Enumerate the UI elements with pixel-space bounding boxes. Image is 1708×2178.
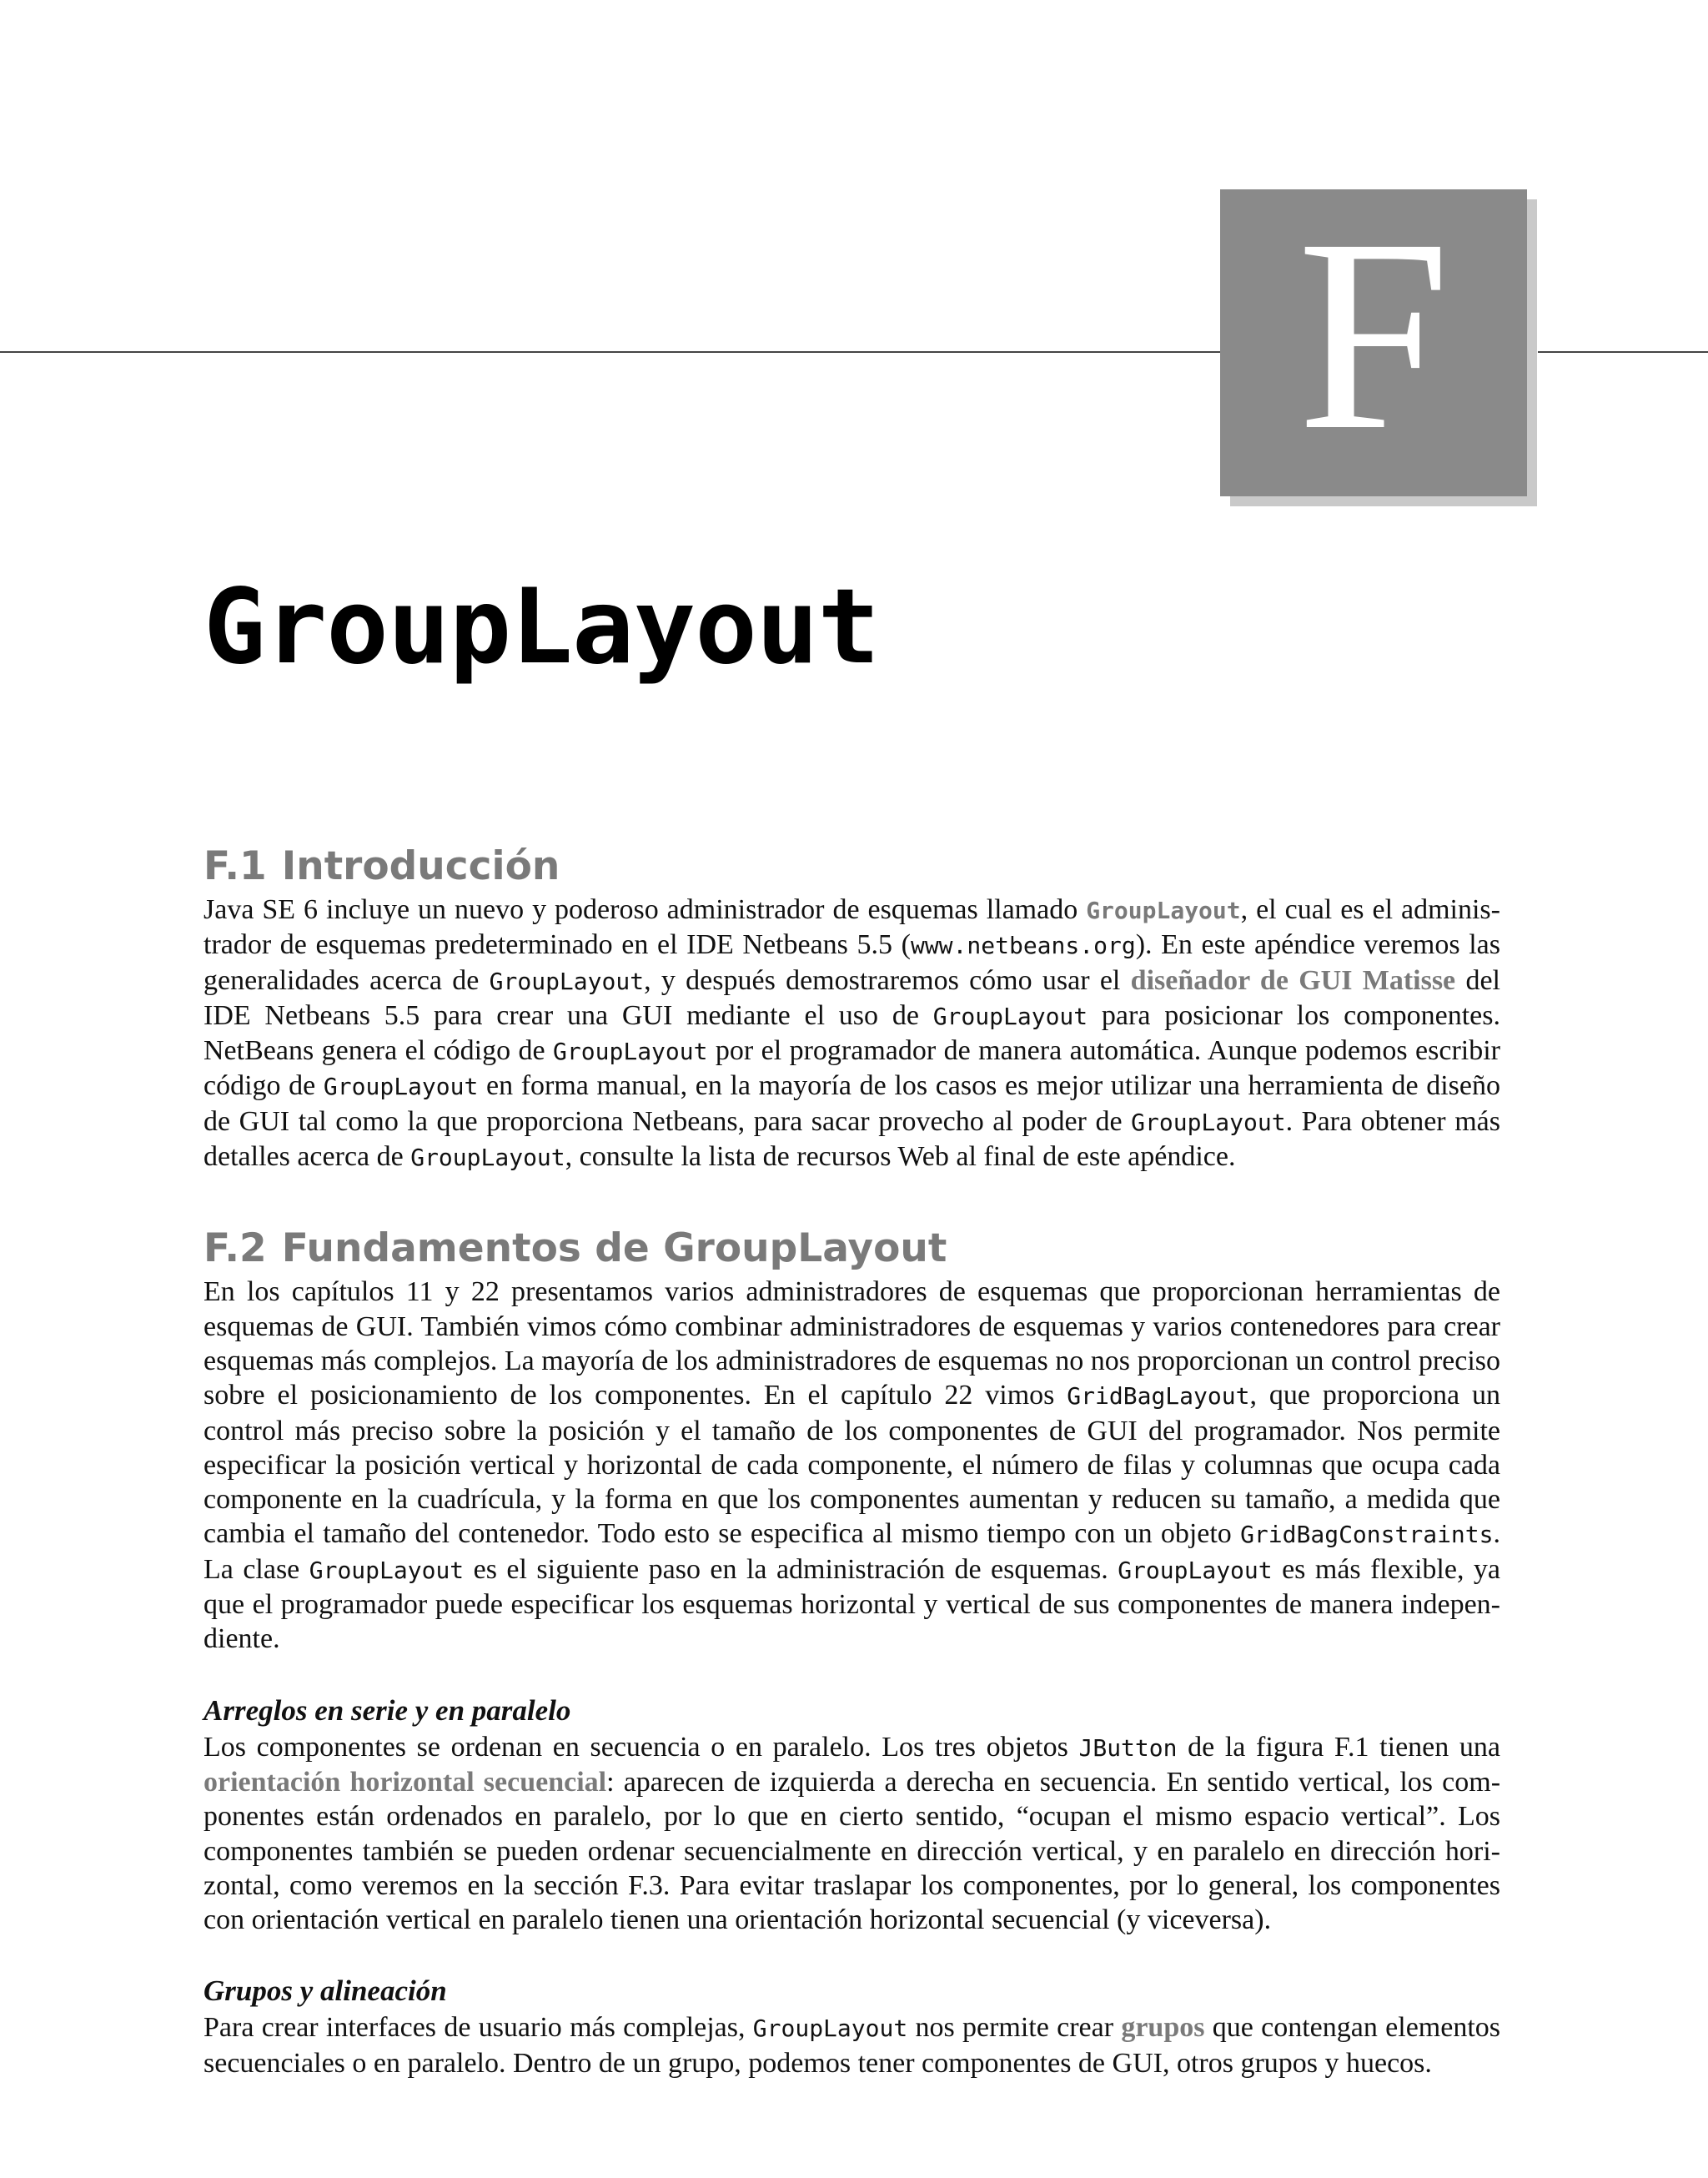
- key-term: grupos: [1121, 2012, 1205, 2044]
- subsection-heading: Grupos y alineación: [203, 1974, 447, 2008]
- text-run: de la figura F.1 tienen una: [1177, 1731, 1500, 1763]
- code-term: GroupLayout: [553, 1038, 708, 1066]
- code-term: GroupLayout: [932, 1002, 1088, 1030]
- text-run: del IDE Netbeans 5.5 para crear una GUI mediante el uso de: [203, 964, 1500, 1031]
- section-number: F.1: [203, 843, 267, 889]
- header-rule-left: [0, 351, 1220, 353]
- text-run: es el siguiente paso en la administración de esquemas.: [464, 1553, 1118, 1585]
- section-introduccion: [203, 841, 1500, 1175]
- key-term: diseñador de GUI Matisse: [1130, 964, 1456, 996]
- text-run: Para crear interfaces de usuario más complejas,: [203, 2012, 753, 2044]
- code-url: www.netbeans.org: [910, 932, 1136, 960]
- text-run: : aparecen de izquierda a derecha en secuencia. En sentido vertical, los componentes están ordenados en paralelo, por lo que en cierto sentido, “ocupan el mismo espacio vertical”. Los componentes también se pueden ordenar secuencialmente en dirección vertical, y en paralelo en dirección horizontal, como veremos en la sección F.3. Para evitar traslapar los componentes, por lo general, los componentes con orientación vertical en paralelo tienen una orientación horizontal secuencial (y viceversa).: [203, 1766, 1501, 1936]
- section-fundamentos: [203, 1223, 1500, 2080]
- code-term: GroupLayout: [752, 2015, 908, 2043]
- section-paragraph: [203, 893, 1500, 1175]
- subsection-grupos: [203, 1972, 1500, 2080]
- text-run: , el cual es el administrador de esquemas predeterminado en el IDE Netbeans 5.5 (: [203, 894, 1500, 961]
- text-run: para posicionar los componentes. NetBeans genera el código de: [203, 999, 1500, 1067]
- code-term: GroupLayout: [309, 1556, 465, 1584]
- subsection-paragraph: [203, 2010, 1500, 2080]
- text-run: , que proporciona un control más preciso sobre la posición y el tamaño de los componentes de GUI del programador. Nos permite especificar la posición vertical y horizontal de cada componente, el número de filas y columnas que ocupa cada componente en la cuadrícula, y la forma en que los componentes aumentan y reducen su tamaño, a medida que cambia el tamaño del contenedor. Todo esto se especifica al mismo tiempo con un objeto: [203, 1380, 1500, 1550]
- section-paragraph: [203, 1275, 1500, 1656]
- subsection-paragraph: [203, 1730, 1500, 1938]
- key-term: orientación horizontal secuencial: [203, 1766, 607, 1798]
- code-term: JButton: [1078, 1733, 1178, 1762]
- code-term: GroupLayout: [323, 1073, 479, 1101]
- code-term: GroupLayout: [1118, 1556, 1273, 1584]
- text-run: . La clase: [203, 1518, 1500, 1585]
- section-number: F.2: [203, 1225, 267, 1272]
- page-title: GroupLayout: [203, 567, 880, 687]
- text-run: nos permite crear: [907, 2012, 1122, 2044]
- chapter-badge: [1220, 183, 1527, 496]
- code-term: GroupLayout: [410, 1144, 565, 1172]
- section-heading: [203, 841, 1500, 893]
- section-heading: [203, 1223, 1500, 1275]
- text-run: , y después demostraremos cómo usar el: [644, 964, 1131, 996]
- code-term: GroupLayout: [489, 967, 645, 995]
- code-term: GridBagConstraints: [1240, 1521, 1494, 1549]
- main-content: [203, 841, 1500, 2080]
- text-run: por el programador de manera automática. Aunque podemos escribir código de: [203, 1035, 1500, 1102]
- text-run: Los componentes se ordenan en secuencia o en paralelo. Los tres objetos: [203, 1731, 1079, 1763]
- text-run: En los capítulos 11 y 22 presentamos varios administradores de esquemas que proporcionan herramientas de esquemas de GUI. También vimos cómo combinar administradores de esquemas y varios contenedores para crear esquemas más complejos. La mayoría de los administradores de esquemas no nos proporcionan un control preciso sobre el posicionamiento de los componentes. En el capítulo 22 vimos: [203, 1276, 1500, 1411]
- subsection-heading: Arreglos en serie y en paralelo: [203, 1693, 571, 1727]
- text-run: es más flexible, ya que el programador puede especificar los esquemas horizontal y vertical de sus componentes de manera independiente.: [203, 1553, 1500, 1655]
- text-run: que contengan elementos secuenciales o en paralelo. Dentro de un grupo, podemos tener componentes de GUI, otros grupos y huecos.: [203, 2012, 1500, 2079]
- section-title: Introducción: [281, 843, 560, 889]
- code-term: GridBagLayout: [1067, 1382, 1250, 1411]
- text-run: . Para obtener más detalles acerca de: [203, 1105, 1500, 1173]
- text-run: , consulte la lista de recursos Web al final de este apéndice.: [565, 1141, 1236, 1173]
- section-title: Fundamentos de GroupLayout: [281, 1225, 947, 1272]
- code-term: GroupLayout: [1131, 1108, 1286, 1136]
- header-rule-right: [1538, 351, 1708, 353]
- text-run: ). En este apéndice veremos las generalidades acerca de: [203, 929, 1500, 996]
- text-run: Java SE 6 incluye un nuevo y poderoso administrador de esquemas llamado: [203, 894, 1087, 925]
- text-run: en forma manual, en la mayoría de los casos es mejor utilizar una herramienta de diseño de GUI tal como la que proporciona Netbeans, para sacar provecho al poder de: [203, 1070, 1500, 1137]
- subsection-arreglos: [203, 1692, 1500, 1938]
- code-term: GroupLayout: [1086, 897, 1241, 924]
- chapter-letter: F: [1297, 183, 1450, 487]
